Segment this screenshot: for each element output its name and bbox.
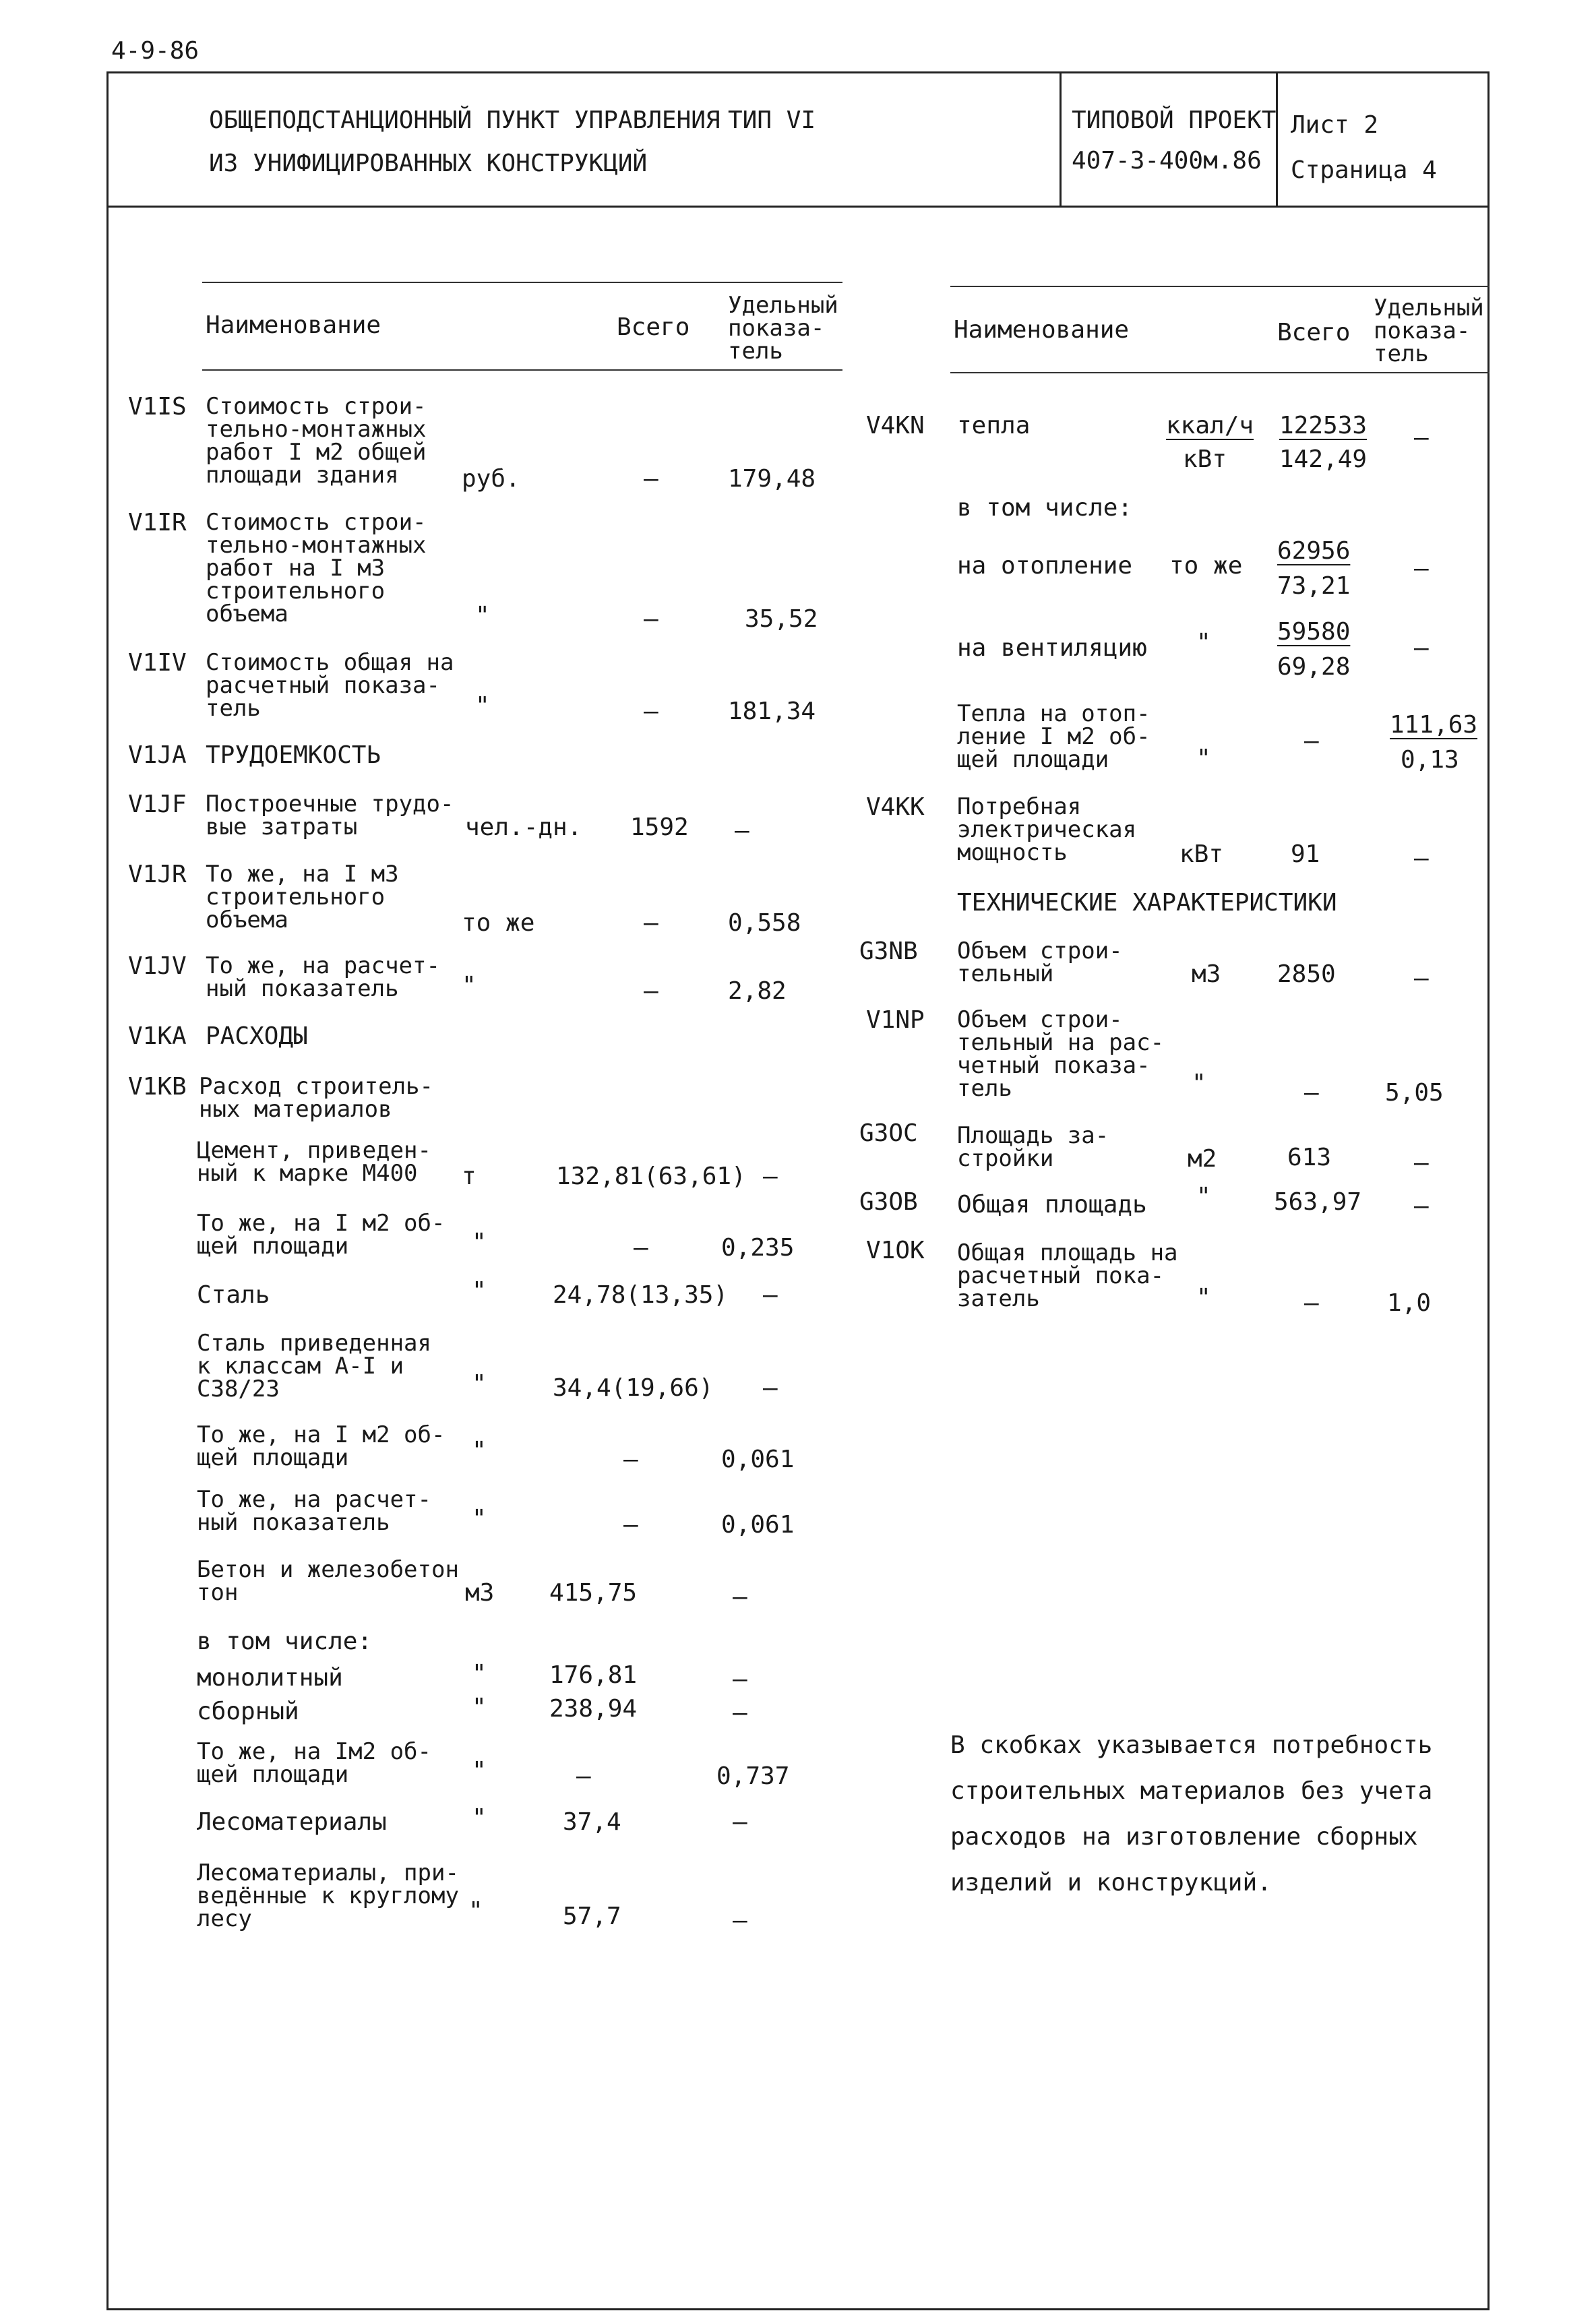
row-specific: – — [1414, 1149, 1429, 1177]
row-code: V4KK — [866, 793, 925, 821]
doc-title-line1: ОБЩЕПОДСТАНЦИОННЫЙ ПУНКТ УПРАВЛЕНИЯ — [209, 106, 720, 134]
row-unit-bottom: кВт — [1183, 445, 1227, 473]
row-unit: " — [472, 1370, 487, 1398]
row-specific: – — [733, 1699, 747, 1727]
row-total: – — [576, 1762, 591, 1790]
page-number: Страница 4 — [1291, 156, 1437, 184]
right-header-total: Всего — [1277, 319, 1351, 346]
row-name: Расход строитель- ных материалов — [199, 1073, 433, 1123]
project-number: 407-3-400м.86 — [1072, 147, 1262, 175]
row-specific-top: 111,63 — [1390, 711, 1478, 739]
row-unit: " — [1196, 1284, 1211, 1312]
row-total: 1592 — [630, 813, 689, 841]
row-name: То же, на I м3 строительного объема — [206, 861, 399, 933]
row-specific: – — [1414, 634, 1429, 662]
row-code: G3OC — [859, 1119, 918, 1147]
row-unit: т — [462, 1163, 477, 1190]
row-unit: " — [472, 1277, 487, 1305]
row-unit: " — [475, 602, 490, 629]
row-total-top: 62956 — [1277, 537, 1351, 565]
row-unit: кВт — [1179, 840, 1224, 868]
row-name: То же, на расчет- ный показатель — [197, 1486, 431, 1536]
row-total: 57,7 — [563, 1903, 621, 1930]
row-total: 176,81 — [549, 1661, 638, 1689]
row-total: – — [1304, 1289, 1319, 1317]
row-name: Сталь приведенная к классам А-I и С38/23 — [197, 1330, 431, 1403]
row-total-bottom: 73,21 — [1277, 572, 1351, 600]
row-total: 24,78(13,35) — [553, 1281, 729, 1309]
row-code: V1JV — [128, 952, 187, 980]
row-specific: 0,558 — [728, 909, 801, 937]
row-specific: 2,82 — [728, 977, 787, 1005]
row-unit-top: ккал/ч — [1166, 412, 1254, 439]
row-specific: 179,48 — [728, 465, 816, 493]
subheading-including: в том числе: — [957, 494, 1133, 522]
row-unit: " — [1196, 1183, 1211, 1210]
row-specific: 35,52 — [745, 605, 818, 633]
row-total: – — [644, 909, 658, 937]
row-specific: – — [733, 1665, 747, 1693]
row-unit: " — [472, 1229, 487, 1256]
left-header-rule-top — [202, 282, 842, 283]
page-code: 4-9-86 — [111, 37, 200, 65]
doc-title-type: ТИП VI — [728, 106, 816, 134]
row-name: Бетон и железобетон тон — [197, 1556, 459, 1606]
row-total: – — [634, 1234, 648, 1262]
row-total: – — [644, 465, 658, 493]
row-code: V1NP — [866, 1006, 925, 1034]
row-specific: 181,34 — [728, 698, 816, 725]
title-block-divider — [106, 206, 1490, 208]
row-specific: – — [733, 1907, 747, 1934]
section-code: V1KA — [128, 1022, 187, 1050]
row-total: 613 — [1287, 1144, 1332, 1171]
row-total-top: 59580 — [1277, 618, 1351, 646]
row-specific: – — [1414, 844, 1429, 872]
row-code: V1IR — [128, 509, 187, 536]
right-header-rule-bottom — [950, 372, 1490, 373]
row-unit: " — [475, 692, 490, 720]
row-specific: 0,235 — [721, 1234, 795, 1262]
project-label: ТИПОВОЙ ПРОЕКТ — [1072, 106, 1277, 134]
row-code: V4KN — [866, 412, 925, 439]
right-header-rule-top — [950, 286, 1490, 287]
left-header-rule-bottom — [202, 369, 842, 371]
row-unit: чел.-дн. — [465, 813, 582, 841]
row-unit: " — [1192, 1070, 1206, 1097]
row-unit: " — [468, 1897, 483, 1925]
row-unit: " — [472, 1660, 487, 1688]
row-total: – — [1304, 1079, 1319, 1107]
row-name: Стоимость общая на расчетный показа- тель — [206, 649, 454, 722]
row-unit: то же — [1169, 552, 1243, 580]
row-name: Стоимость строи- тельно-монтажных работ на I м3 строительного объема — [206, 509, 427, 627]
row-unit: то же — [462, 909, 535, 937]
row-total: 238,94 — [549, 1695, 638, 1723]
row-name: То же, на Iм2 об- щей площади — [197, 1738, 431, 1788]
row-code: V1OK — [866, 1237, 925, 1264]
row-name: Цемент, приведен- ный к марке М400 — [197, 1137, 431, 1187]
row-total: – — [644, 698, 658, 725]
row-total: – — [623, 1446, 638, 1473]
section-heading-technical: ТЕХНИЧЕСКИЕ ХАРАКТЕРИСТИКИ — [957, 889, 1337, 917]
left-header-name: Наименование — [206, 311, 381, 339]
row-specific: – — [1414, 964, 1429, 992]
row-specific: – — [1414, 424, 1429, 452]
section-heading-labor: ТРУДОЕМКОСТЬ — [206, 741, 381, 769]
row-total: 2850 — [1277, 960, 1336, 988]
row-name: Построечные трудо- вые затраты — [206, 791, 454, 840]
row-name: Стоимость строи- тельно-монтажных работ I м2 общей площади здания — [206, 393, 427, 489]
row-total: 34,4(19,66) — [553, 1374, 714, 1402]
row-specific: 0,737 — [716, 1762, 790, 1790]
row-specific: – — [735, 817, 749, 844]
row-name: Лесоматериалы, при- ведённые к круглому лесу — [197, 1859, 459, 1932]
row-total: 132,81(63,61) — [556, 1163, 746, 1190]
row-name: Объем строи- тельный на рас- четный показа- тель — [957, 1006, 1165, 1102]
row-specific: 1,0 — [1387, 1289, 1432, 1317]
row-total-top: 122533 — [1279, 412, 1368, 439]
left-header-total: Всего — [617, 313, 690, 341]
row-total: – — [1304, 727, 1319, 755]
row-name: тепла — [957, 412, 1031, 439]
row-name: Лесоматериалы — [197, 1808, 387, 1836]
row-total-bottom: 142,49 — [1279, 445, 1368, 473]
row-total: 37,4 — [563, 1808, 621, 1836]
row-name: Общая площадь — [957, 1191, 1147, 1219]
row-total: – — [623, 1511, 638, 1539]
row-unit: " — [472, 1694, 487, 1721]
row-total: 415,75 — [549, 1579, 638, 1607]
row-total: – — [644, 605, 658, 633]
row-unit: " — [472, 1757, 487, 1785]
row-specific: – — [763, 1163, 778, 1190]
row-unit: " — [1196, 629, 1211, 656]
row-name: сборный — [197, 1698, 299, 1725]
row-name: Сталь — [197, 1281, 270, 1309]
row-total: – — [644, 977, 658, 1005]
row-code: V1IV — [128, 649, 187, 677]
row-unit: м2 — [1188, 1145, 1217, 1173]
section-code: V1JA — [128, 741, 187, 769]
row-total: 563,97 — [1274, 1188, 1362, 1216]
row-unit: " — [472, 1505, 487, 1533]
row-code: V1IS — [128, 393, 187, 421]
row-name: на вентиляцию — [957, 634, 1147, 662]
row-specific: – — [1414, 1192, 1429, 1220]
right-header-specific: Удельный показа- тель — [1374, 295, 1484, 367]
row-name: Площадь за- стройки — [957, 1122, 1109, 1172]
row-specific: 5,05 — [1385, 1079, 1444, 1107]
row-code: G3OB — [859, 1188, 918, 1216]
row-specific: – — [1414, 555, 1429, 582]
row-specific: 0,061 — [721, 1511, 795, 1539]
left-header-specific: Удельный показа- тель — [728, 292, 838, 365]
row-specific: 0,061 — [721, 1446, 795, 1473]
row-specific: – — [733, 1808, 747, 1836]
row-unit: м3 — [1192, 960, 1221, 988]
sheet-number: Лист 2 — [1291, 111, 1379, 139]
row-name: То же, на расчет- ный показатель — [206, 952, 440, 1002]
row-unit: руб. — [462, 465, 520, 493]
doc-title-line2: ИЗ УНИФИЦИРОВАННЫХ КОНСТРУКЦИЙ — [209, 150, 648, 177]
row-unit: " — [472, 1804, 487, 1832]
footnote: В скобках указывается потребность строительных материалов без учета расходов на изготовление сборных изделий и конструкций. — [950, 1731, 1433, 1897]
section-heading-expenses: РАСХОДЫ — [206, 1022, 308, 1050]
row-code: V1KB — [128, 1073, 187, 1101]
subheading-including: в том числе: — [197, 1628, 373, 1655]
row-specific-bottom: 0,13 — [1401, 746, 1459, 774]
row-unit: " — [1196, 745, 1211, 772]
row-code: V1JR — [128, 861, 187, 888]
row-name: монолитный — [197, 1664, 343, 1692]
row-name: на отопление — [957, 552, 1133, 580]
row-name: Объем строи- тельный — [957, 937, 1123, 987]
row-total-bottom: 69,28 — [1277, 653, 1351, 681]
title-divider-1 — [1060, 71, 1062, 206]
row-name: То же, на I м2 об- щей площади — [197, 1210, 446, 1260]
right-header-name: Наименование — [954, 316, 1130, 344]
row-unit: м3 — [465, 1579, 495, 1607]
row-name: Тепла на отоп- ление I м2 об- щей площади — [957, 700, 1150, 773]
row-specific: – — [733, 1583, 747, 1611]
row-unit: " — [462, 972, 477, 999]
row-specific: – — [763, 1374, 778, 1402]
title-divider-2 — [1276, 71, 1278, 206]
row-name: То же, на I м2 об- щей площади — [197, 1421, 446, 1471]
row-code: G3NB — [859, 937, 918, 965]
row-unit: " — [472, 1437, 487, 1465]
row-code: V1JF — [128, 791, 187, 818]
row-name: Общая площадь на расчетный пока- затель — [957, 1239, 1178, 1312]
row-name: Потребная электрическая мощность — [957, 793, 1137, 866]
row-total: 91 — [1291, 840, 1320, 868]
row-specific: – — [763, 1281, 778, 1309]
